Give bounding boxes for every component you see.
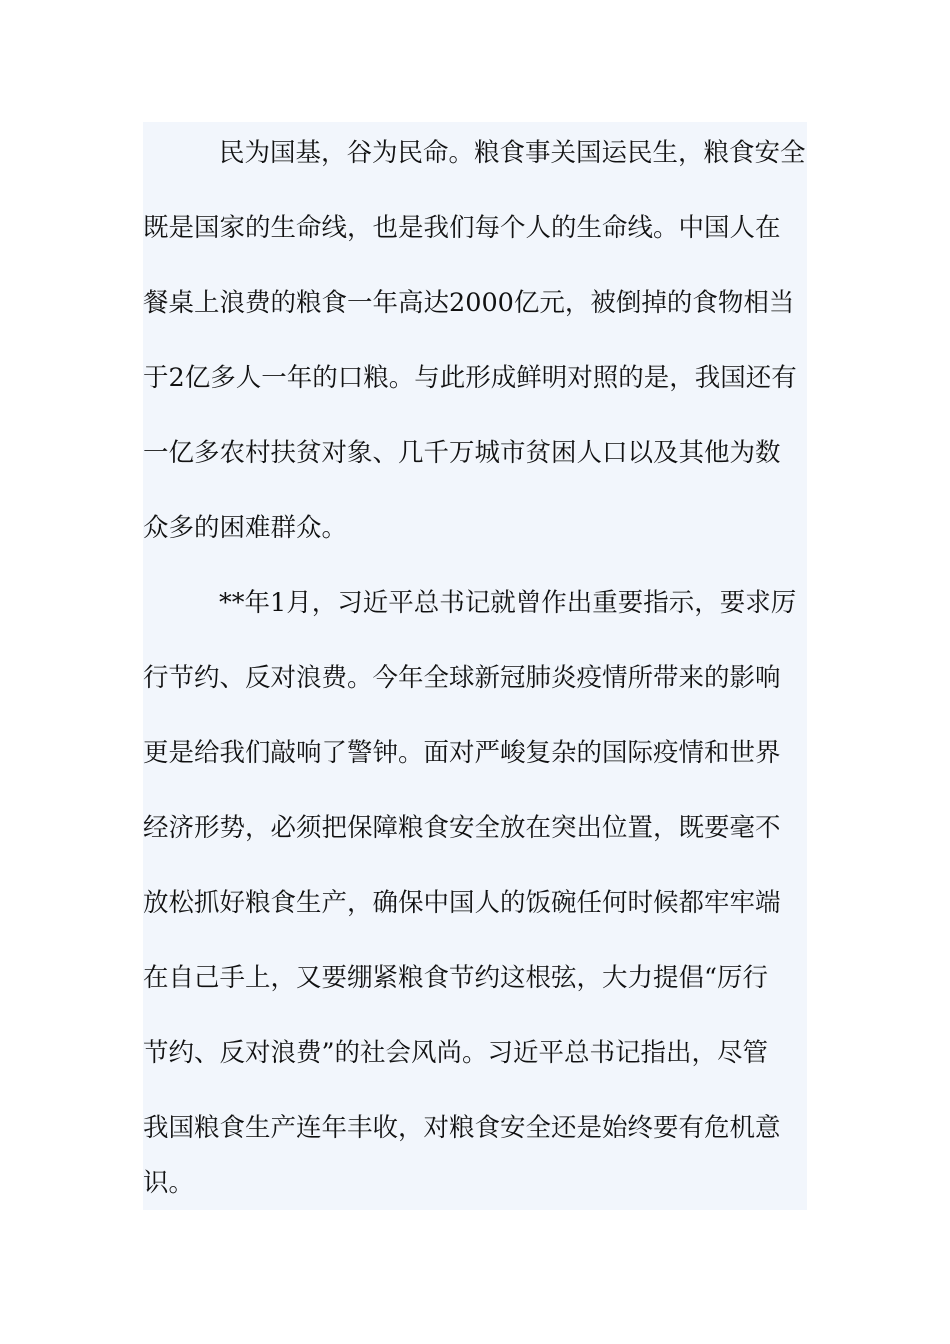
paragraph-2-line-6: 在自己手上，又要绷紧粮食节约这根弦，大力提倡“厉行	[143, 963, 769, 993]
paragraph-1-line-2: 既是国家的生命线，也是我们每个人的生命线。中国人在	[143, 213, 781, 243]
paragraph-2-line-7: 节约、反对浪费”的社会风尚。习近平总书记指出，尽管	[143, 1038, 769, 1068]
paragraph-1-line-6: 众多的困难群众。	[143, 513, 348, 543]
paragraph-2-line-8: 我国粮食生产连年丰收，对粮食安全还是始终要有危机意	[143, 1113, 781, 1143]
paragraph-2-line-4: 经济形势，必须把保障粮食安全放在突出位置，既要毫不	[143, 813, 781, 843]
text-block	[143, 122, 807, 1210]
paragraph-2-line-1: **年1月，习近平总书记就曾作出重要指示，要求厉	[219, 588, 797, 618]
paragraph-1-line-3: 餐桌上浪费的粮食一年高达2000亿元，被倒掉的食物相当	[143, 288, 795, 318]
paragraph-2-line-5: 放松抓好粮食生产，确保中国人的饭碗任何时候都牢牢端	[143, 888, 781, 918]
paragraph-2-line-2: 行节约、反对浪费。今年全球新冠肺炎疫情所带来的影响	[143, 663, 781, 693]
paragraph-1-line-5: 一亿多农村扶贫对象、几千万城市贫困人口以及其他为数	[143, 438, 781, 468]
paragraph-1-line-4: 于2亿多人一年的口粮。与此形成鲜明对照的是，我国还有	[143, 363, 797, 393]
paragraph-1-line-1: 民为国基，谷为民命。粮食事关国运民生，粮食安全	[219, 138, 806, 168]
paragraph-2-line-9: 识。	[143, 1168, 195, 1198]
paragraph-2-line-3: 更是给我们敲响了警钟。面对严峻复杂的国际疫情和世界	[143, 738, 781, 768]
